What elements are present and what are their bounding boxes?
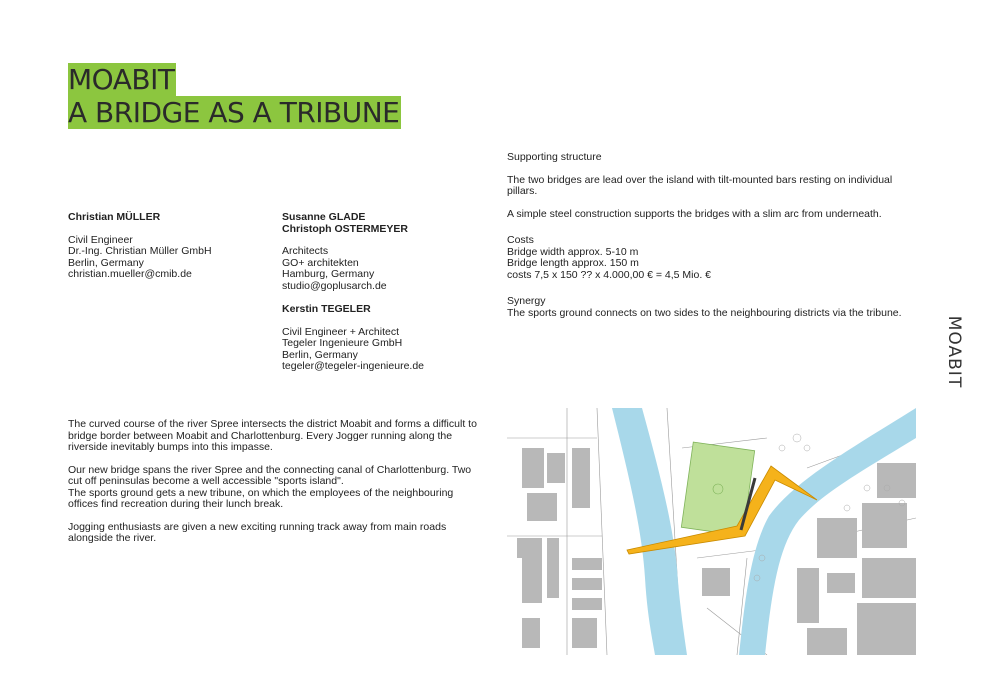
author-company: GO+ architekten — [282, 256, 359, 269]
author-city: Berlin, Germany — [282, 348, 358, 361]
synergy-heading: Synergy — [507, 295, 546, 307]
author-block-tegeler — [282, 304, 482, 373]
description-para-3: The sports ground gets a new tribune, on which the employees of the neighbouring offices find recreation during their lunch break. — [68, 486, 454, 510]
author-company: Dr.-Ing. Christian Müller GmbH — [68, 245, 212, 257]
author-role: Civil Engineer + Architect — [282, 325, 400, 338]
author-block-glade-ostermeyer — [282, 212, 482, 292]
author-email: tegeler@tegeler-ingenieure.de — [282, 360, 425, 372]
author-city: Berlin, Germany — [68, 256, 144, 269]
title-line-1: MOABIT — [68, 63, 175, 96]
author-name: Susanne GLADE — [282, 211, 366, 223]
costs-line: costs 7,5 x 150 ?? x 4.000,00 € = 4,5 Mio. € — [507, 268, 712, 281]
author-email: studio@goplusarch.de — [282, 279, 387, 292]
author-name: Kerstin TEGELER — [282, 303, 371, 315]
side-label — [944, 308, 964, 398]
synergy-text: The sports ground connects on two sides to the neighbouring districts via the tribune. — [507, 306, 902, 319]
costs-line: Bridge length approx. 150 m — [507, 257, 639, 269]
author-name: Christoph OSTERMEYER — [282, 222, 409, 235]
costs-heading: Costs — [507, 234, 534, 246]
costs-line: Bridge width approx. 5-10 m — [507, 245, 639, 258]
author-name: Christian MÜLLER — [68, 211, 161, 223]
site-plan-map — [507, 408, 916, 655]
description-section — [68, 419, 478, 545]
structure-para-2: A simple steel construction supports the bridges with a slim arc from underneath. — [507, 207, 882, 220]
description-para-4: Jogging enthusiasts are given a new exciting running track away from main roads alongside the river. — [68, 520, 447, 544]
description-para-2: Our new bridge spans the river Spree and the connecting canal of Charlottenburg. Two cut off peninsulas become a well accessible "sports island". — [68, 463, 472, 487]
author-role: Architects — [282, 245, 329, 257]
author-email: christian.mueller@cmib.de — [68, 268, 192, 280]
author-city: Hamburg, Germany — [282, 268, 375, 280]
author-block-mueller — [68, 212, 268, 281]
side-label-text: MOABIT — [944, 315, 964, 389]
structure-heading: Supporting structure — [507, 151, 602, 163]
title-line-2: A BRIDGE AS A TRIBUNE — [68, 96, 400, 129]
author-company: Tegeler Ingenieure GmbH — [282, 337, 403, 349]
structure-para-1: The two bridges are lead over the island with tilt-mounted bars resting on individual pillars. — [507, 173, 893, 197]
structure-section — [507, 152, 907, 319]
description-para-1: The curved course of the river Spree intersects the district Moabit and forms a difficult to bridge border between Moabit and Charlottenburg. Every Jogger running along the riverside inevitably bumps into this impasse. — [68, 418, 477, 453]
author-role: Civil Engineer — [68, 233, 133, 246]
